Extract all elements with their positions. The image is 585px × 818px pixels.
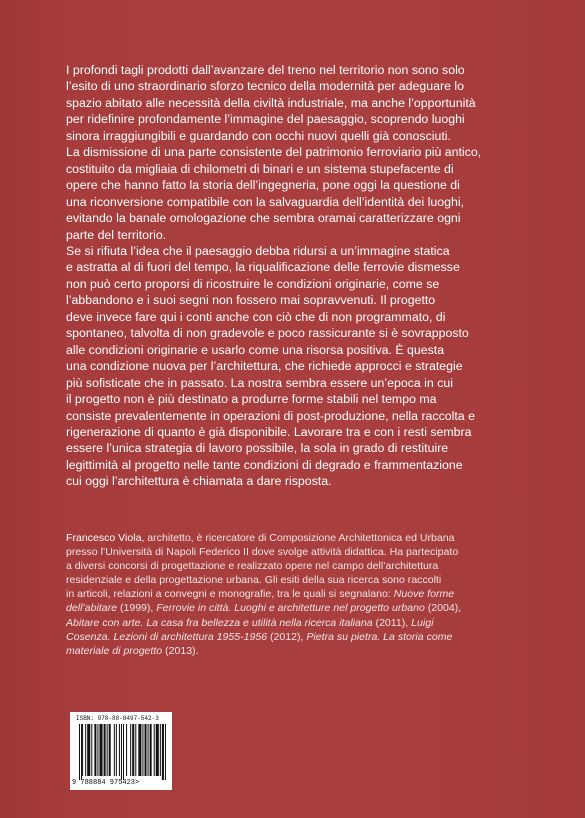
book-title: Pietra su pietra. La storia come xyxy=(306,630,453,643)
isbn-arrow: > xyxy=(135,779,140,787)
blurb-line: una riconversione compatibile con la salvaguardia dell’identità dei luoghi, xyxy=(66,194,464,209)
blurb-line: alle condizioni originarie e usarlo come una risorsa positiva. È questa xyxy=(66,342,445,357)
bio-text: (1999), xyxy=(117,602,157,615)
barcode-bar xyxy=(126,724,127,776)
blurb-line: parte del territorio. xyxy=(66,227,167,242)
barcode-bar xyxy=(99,724,102,776)
book-title: materiale di progetto xyxy=(66,644,163,657)
barcode-bar xyxy=(123,724,124,780)
blurb-line: spazio abitato alle necessità della civiltà industriale, ma anche l’opportunità xyxy=(66,95,476,110)
isbn-digits xyxy=(72,779,172,787)
barcode-bar xyxy=(135,724,136,776)
barcode-bar xyxy=(85,724,86,776)
blurb-line: rigenerazione di quanto è già disponibile. Lavorare tra e con i resti sembra xyxy=(66,424,472,439)
barcode-bar xyxy=(114,724,115,776)
book-title: dell’abitare xyxy=(66,602,118,615)
barcode-bar xyxy=(138,724,141,776)
author-bio xyxy=(66,531,536,658)
blurb-line: opere che hanno fatto la storia dell’ingegneria, pone oggi la questione di xyxy=(66,178,460,193)
barcode-bar xyxy=(130,724,131,776)
blurb-line: evitando la banale omologazione che sembra oramai caratterizzare ogni xyxy=(66,211,461,226)
barcode-bar xyxy=(142,724,143,776)
bio-text: residenziale e della progettazione urbana. Gli esiti della sua ricerca sono raccolti xyxy=(66,574,442,587)
barcode-bar xyxy=(165,724,166,780)
blurb-line: consiste prevalentemente in operazioni di post-produzione, nella raccolta e xyxy=(66,408,475,423)
blurb-line: La dismissione di una parte consistente del patrimonio ferroviario più antico, xyxy=(66,145,482,160)
barcode-bar xyxy=(87,724,90,776)
bio-text: presso l’Università di Napoli Federico II dove svolge attività didattica. Ha partecipato xyxy=(66,546,459,559)
author-name: Francesco Viola xyxy=(66,532,142,544)
barcode-bar xyxy=(94,724,96,776)
book-title: Luigi xyxy=(411,616,434,629)
barcode-bars xyxy=(79,724,167,780)
barcode-bar xyxy=(116,724,117,776)
blurb-paragraph xyxy=(66,62,548,144)
barcode-bar xyxy=(107,724,108,776)
book-title: Ferrovie in città. Luoghi e architetture nel progetto urbano xyxy=(156,602,425,615)
barcode-bar xyxy=(104,724,106,776)
blurb-line: il progetto non è più destinato a produrre forme stabili nel tempo ma xyxy=(66,392,437,407)
bio-text: (2012), xyxy=(267,630,307,643)
blurb-line: per ridefinire profondamente l’immagine del paesaggio, scoprendo luoghi xyxy=(66,112,465,127)
barcode-bar xyxy=(97,724,98,776)
barcode-bar xyxy=(148,724,149,776)
bio-text: in articoli, relazioni a convegni e monografie, tra le quali si segnalano: xyxy=(66,588,394,601)
bio-text: (2004), xyxy=(424,602,462,615)
blurb-line: l’esito di uno straordinario sforzo tecnico della modernità per adeguare lo xyxy=(66,79,464,94)
blurb-line: e astratta al di fuori del tempo, la riqualificazione delle ferrovie dismesse xyxy=(66,260,460,275)
barcode-bar xyxy=(156,724,159,776)
barcode-bar xyxy=(121,724,122,780)
blurb-line: Se si rifiuta l’idea che il paesaggio debba ridursi a un’immagine statica xyxy=(66,243,450,258)
blurb-line: I profondi tagli prodotti dall’avanzare del treno nel territorio non sono solo xyxy=(66,63,465,77)
blurb-line: cui oggi l’architettura è chiamata a dare risposta. xyxy=(66,474,332,489)
blurb-paragraph xyxy=(66,144,548,243)
blurb-line: l’abbandono e i suoi segni non fossero mai sopravvenuti. Il progetto xyxy=(66,293,436,308)
blurb-line: più sofisticate che in passato. La nostra sembra essere un’epoca in cui xyxy=(66,375,453,390)
book-title: Abitare con arte. La casa fra bellezza e utilità nella ricerca italiana xyxy=(66,616,373,629)
blurb-line: deve invece fare qui i conti anche con ciò che di non programmato, di xyxy=(66,309,446,324)
blurb-line: sinora irraggiungibili e guardando con occhi nuovi quelli già conosciuti. xyxy=(66,128,451,143)
barcode-bar xyxy=(160,724,161,776)
barcode-bar xyxy=(82,724,83,776)
blurb-line: non può certo proporsi di ricostruire le condizioni originarie, come se xyxy=(66,276,440,291)
isbn-number: 9 788884 975423 xyxy=(72,779,136,787)
barcode-bar xyxy=(144,724,146,776)
blurb-line: costituito da migliaia di chilometri di binari e un sistema stupefacente di xyxy=(66,161,454,176)
barcode-bar xyxy=(119,724,120,776)
barcode-bar xyxy=(154,724,155,776)
blurb-line: essere l’unica strategia di lavoro possibile, la sola in grado di restituire xyxy=(66,441,449,456)
bio-text: (2013). xyxy=(162,644,199,657)
barcode-bar xyxy=(132,724,134,776)
blurb-paragraph xyxy=(66,243,548,490)
barcode-bar xyxy=(79,724,80,780)
barcode-bar xyxy=(150,724,152,776)
barcode-bar xyxy=(109,724,111,776)
blurb-line: una condizione nuova per l’architettura, che richiede approcci e strategie xyxy=(66,359,463,374)
isbn-label: ISBN: 978-88-8497-542-3 xyxy=(76,715,159,722)
blurb-line: spontaneo, talvolta di non gradevole e poco rassicurante si è sovrapposto xyxy=(66,326,469,341)
barcode-bar xyxy=(162,724,164,780)
bio-text: (2011), xyxy=(372,616,412,629)
book-title: Cosenza. Lezioni di architettura 1955-1956 xyxy=(66,630,268,643)
blurb-line: legittimità al progetto nelle tante condizioni di degrado e frammentazione xyxy=(66,457,463,472)
book-title: Nuove forme xyxy=(393,588,455,601)
barcode-bar xyxy=(81,724,82,780)
bio-text: , architetto, è ricercatore di Composizione Architettonica ed Urbana xyxy=(141,532,455,544)
barcode-bar xyxy=(91,724,92,776)
blurb-text xyxy=(66,62,548,490)
bio-text: a diversi concorsi di progettazione e realizzato opere nel campo dell’architettura xyxy=(66,560,439,573)
isbn-barcode xyxy=(70,712,172,790)
bio-paragraph xyxy=(66,531,536,658)
